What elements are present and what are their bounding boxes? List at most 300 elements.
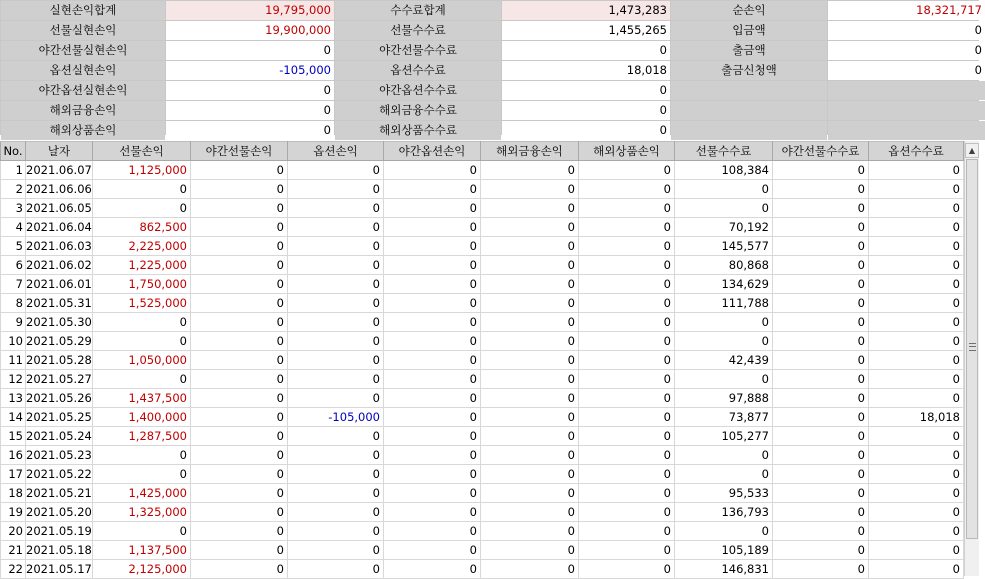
table-row[interactable] [1, 313, 964, 332]
amount-cell: 0 [481, 237, 579, 256]
date-cell: 2021.05.28 [26, 351, 93, 370]
date-cell: 2021.05.19 [26, 522, 93, 541]
summary-panel [0, 0, 982, 137]
summary-label: 야간옵션실현손익 [1, 81, 165, 100]
amount-cell: 0 [869, 199, 964, 218]
amount-cell: 0 [384, 313, 481, 332]
amount-cell: 0 [773, 522, 869, 541]
summary-label: 출금액 [671, 41, 827, 60]
summary-label: 옵션실현손익 [1, 61, 165, 80]
amount-cell: 0 [869, 275, 964, 294]
amount-cell: 0 [191, 180, 288, 199]
row-number-cell: 18 [1, 484, 26, 503]
summary-value: 18,018 [502, 61, 670, 80]
amount-cell: 0 [869, 256, 964, 275]
daily-pnl-table [0, 141, 964, 579]
amount-cell: 0 [579, 180, 675, 199]
amount-cell: 0 [869, 427, 964, 446]
amount-cell: 0 [481, 275, 579, 294]
date-cell: 2021.05.25 [26, 408, 93, 427]
row-number-cell: 9 [1, 313, 26, 332]
amount-cell: 0 [384, 503, 481, 522]
amount-cell: 0 [579, 427, 675, 446]
amount-cell: 0 [773, 408, 869, 427]
row-number-cell: 10 [1, 332, 26, 351]
amount-cell: 0 [384, 275, 481, 294]
amount-cell: 1,050,000 [93, 351, 191, 370]
amount-cell: 0 [869, 465, 964, 484]
amount-cell: 0 [773, 427, 869, 446]
amount-cell: 0 [191, 522, 288, 541]
amount-cell: 95,533 [675, 484, 773, 503]
amount-cell: 1,400,000 [93, 408, 191, 427]
summary-label: 해외상품수수료 [335, 121, 501, 140]
amount-cell: 0 [288, 218, 384, 237]
amount-cell: 0 [191, 294, 288, 313]
row-number-cell: 13 [1, 389, 26, 408]
amount-cell: 0 [93, 370, 191, 389]
amount-cell: 0 [869, 503, 964, 522]
date-cell: 2021.05.27 [26, 370, 93, 389]
amount-cell: 0 [773, 294, 869, 313]
table-row[interactable] [1, 560, 964, 579]
amount-cell: 0 [384, 256, 481, 275]
amount-cell: 0 [93, 465, 191, 484]
amount-cell: 0 [288, 180, 384, 199]
amount-cell: 73,877 [675, 408, 773, 427]
amount-cell: 0 [481, 541, 579, 560]
amount-cell: 0 [384, 332, 481, 351]
amount-cell: 0 [384, 484, 481, 503]
table-row[interactable] [1, 199, 964, 218]
amount-cell: 0 [773, 351, 869, 370]
date-cell: 2021.05.22 [26, 465, 93, 484]
amount-cell: 0 [288, 256, 384, 275]
amount-cell: 0 [191, 275, 288, 294]
amount-cell: 0 [191, 541, 288, 560]
amount-cell: 0 [869, 541, 964, 560]
summary-value: 0 [502, 121, 670, 140]
amount-cell: 0 [481, 408, 579, 427]
amount-cell: 0 [773, 503, 869, 522]
amount-cell: 0 [481, 199, 579, 218]
amount-cell: 0 [579, 294, 675, 313]
summary-value: 0 [166, 101, 334, 120]
table-row[interactable] [1, 161, 964, 180]
amount-cell: 0 [579, 370, 675, 389]
amount-cell: 80,868 [675, 256, 773, 275]
amount-cell: 0 [869, 218, 964, 237]
amount-cell: 0 [93, 199, 191, 218]
summary-value: 19,795,000 [166, 1, 334, 20]
amount-cell: 0 [288, 275, 384, 294]
row-number-cell: 14 [1, 408, 26, 427]
row-number-cell: 5 [1, 237, 26, 256]
amount-cell: 0 [288, 503, 384, 522]
date-cell: 2021.06.05 [26, 199, 93, 218]
amount-cell: 0 [579, 408, 675, 427]
column-header[interactable]: 야간선물손익 [191, 142, 288, 161]
summary-value: 18,321,717 [828, 1, 985, 20]
amount-cell: 0 [773, 275, 869, 294]
amount-cell: 0 [869, 370, 964, 389]
date-cell: 2021.05.26 [26, 389, 93, 408]
summary-value: 0 [828, 61, 985, 80]
summary-value: 0 [166, 81, 334, 100]
summary-label: 해외금융손익 [1, 101, 165, 120]
amount-cell: 0 [288, 313, 384, 332]
amount-cell: 0 [773, 389, 869, 408]
table-row[interactable] [1, 180, 964, 199]
table-body [1, 161, 964, 579]
column-header[interactable]: 선물수수료 [675, 142, 773, 161]
row-number-cell: 19 [1, 503, 26, 522]
amount-cell: 0 [579, 560, 675, 579]
amount-cell: 0 [191, 218, 288, 237]
amount-cell: 0 [579, 161, 675, 180]
amount-cell: 0 [773, 180, 869, 199]
summary-value: 0 [828, 21, 985, 40]
amount-cell: 0 [384, 465, 481, 484]
amount-cell: 0 [93, 332, 191, 351]
table-row[interactable] [1, 237, 964, 256]
amount-cell: 0 [481, 218, 579, 237]
summary-label: 실현손익합계 [1, 1, 165, 20]
row-number-cell: 15 [1, 427, 26, 446]
amount-cell: 0 [869, 237, 964, 256]
scroll-up-arrow-icon[interactable]: ▲ [965, 143, 979, 158]
column-header[interactable]: 옵션수수료 [869, 142, 964, 161]
amount-cell: 0 [675, 313, 773, 332]
summary-label: 출금신청액 [671, 61, 827, 80]
amount-cell: 0 [191, 560, 288, 579]
table-row[interactable] [1, 218, 964, 237]
amount-cell: 0 [191, 503, 288, 522]
date-cell: 2021.05.21 [26, 484, 93, 503]
amount-cell: 0 [384, 351, 481, 370]
amount-cell: 0 [481, 313, 579, 332]
amount-cell: 2,125,000 [93, 560, 191, 579]
amount-cell: 0 [579, 522, 675, 541]
amount-cell: 0 [773, 218, 869, 237]
scroll-grip-icon [969, 343, 976, 351]
table-row[interactable] [1, 522, 964, 541]
amount-cell: 0 [288, 237, 384, 256]
amount-cell: 0 [773, 256, 869, 275]
summary-value: 1,455,265 [502, 21, 670, 40]
amount-cell: 0 [191, 351, 288, 370]
amount-cell: 0 [579, 313, 675, 332]
summary-label: 해외상품손익 [1, 121, 165, 140]
amount-cell: 0 [191, 484, 288, 503]
date-cell: 2021.05.23 [26, 446, 93, 465]
row-number-cell: 21 [1, 541, 26, 560]
amount-cell: 1,425,000 [93, 484, 191, 503]
amount-cell: 0 [481, 294, 579, 313]
amount-cell: 0 [288, 370, 384, 389]
table-row[interactable] [1, 256, 964, 275]
table-header-row [1, 142, 964, 161]
summary-label: 야간옵션수수료 [335, 81, 501, 100]
amount-cell: 105,277 [675, 427, 773, 446]
column-header[interactable]: No. [1, 142, 26, 161]
summary-value: 1,473,283 [502, 1, 670, 20]
date-cell: 2021.05.18 [26, 541, 93, 560]
summary-label: 선물실현손익 [1, 21, 165, 40]
amount-cell: 0 [579, 503, 675, 522]
amount-cell: 0 [481, 332, 579, 351]
amount-cell: 0 [579, 275, 675, 294]
amount-cell: 0 [384, 294, 481, 313]
column-header[interactable]: 선물손익 [93, 142, 191, 161]
amount-cell: 0 [191, 465, 288, 484]
amount-cell: 0 [579, 484, 675, 503]
table-row[interactable] [1, 446, 964, 465]
column-header[interactable]: 해외금융손익 [481, 142, 579, 161]
amount-cell: 0 [384, 408, 481, 427]
amount-cell: 0 [579, 256, 675, 275]
vertical-scrollbar[interactable] [964, 141, 979, 576]
table-row[interactable] [1, 465, 964, 484]
column-header[interactable]: 날자 [26, 142, 93, 161]
amount-cell: 0 [579, 446, 675, 465]
table-row[interactable] [1, 408, 964, 427]
amount-cell: 146,831 [675, 560, 773, 579]
amount-cell: 0 [773, 199, 869, 218]
amount-cell: 0 [288, 541, 384, 560]
row-number-cell: 11 [1, 351, 26, 370]
amount-cell: 0 [384, 218, 481, 237]
amount-cell: 0 [384, 541, 481, 560]
amount-cell: 0 [93, 446, 191, 465]
amount-cell: 0 [869, 180, 964, 199]
amount-cell: 0 [675, 370, 773, 389]
amount-cell: 70,192 [675, 218, 773, 237]
amount-cell: 0 [481, 180, 579, 199]
amount-cell: 0 [384, 237, 481, 256]
summary-label: 야간선물수수료 [335, 41, 501, 60]
amount-cell: 0 [869, 332, 964, 351]
amount-cell: 0 [481, 560, 579, 579]
amount-cell: 0 [288, 332, 384, 351]
amount-cell: 0 [288, 199, 384, 218]
amount-cell: 0 [869, 522, 964, 541]
amount-cell: 0 [384, 180, 481, 199]
date-cell: 2021.06.06 [26, 180, 93, 199]
amount-cell: 108,384 [675, 161, 773, 180]
amount-cell: 1,525,000 [93, 294, 191, 313]
amount-cell: 1,287,500 [93, 427, 191, 446]
column-header[interactable]: 해외상품손익 [579, 142, 675, 161]
amount-cell: 136,793 [675, 503, 773, 522]
row-number-cell: 20 [1, 522, 26, 541]
date-cell: 2021.05.29 [26, 332, 93, 351]
amount-cell: 0 [579, 332, 675, 351]
summary-empty-label [671, 81, 827, 100]
table-row[interactable] [1, 351, 964, 370]
amount-cell: 1,325,000 [93, 503, 191, 522]
table-row[interactable] [1, 275, 964, 294]
amount-cell: 0 [481, 161, 579, 180]
amount-cell: 0 [869, 389, 964, 408]
amount-cell: 0 [191, 446, 288, 465]
summary-value: 0 [828, 41, 985, 60]
amount-cell: 0 [93, 180, 191, 199]
summary-label: 순손익 [671, 1, 827, 20]
date-cell: 2021.06.04 [26, 218, 93, 237]
amount-cell: 0 [288, 427, 384, 446]
row-number-cell: 12 [1, 370, 26, 389]
amount-cell: 18,018 [869, 408, 964, 427]
amount-cell: 0 [869, 161, 964, 180]
summary-label: 입금액 [671, 21, 827, 40]
summary-label: 야간선물실현손익 [1, 41, 165, 60]
amount-cell: 0 [288, 389, 384, 408]
amount-cell: 0 [481, 522, 579, 541]
summary-label: 선물수수료 [335, 21, 501, 40]
amount-cell: 1,225,000 [93, 256, 191, 275]
table-row[interactable] [1, 484, 964, 503]
amount-cell: 0 [869, 351, 964, 370]
row-number-cell: 8 [1, 294, 26, 313]
amount-cell: 0 [288, 465, 384, 484]
date-cell: 2021.06.02 [26, 256, 93, 275]
summary-empty-value [828, 101, 985, 120]
amount-cell: 0 [481, 446, 579, 465]
date-cell: 2021.05.30 [26, 313, 93, 332]
summary-value: -105,000 [166, 61, 334, 80]
amount-cell: 0 [288, 351, 384, 370]
amount-cell: 0 [675, 522, 773, 541]
summary-value: 0 [166, 41, 334, 60]
amount-cell: 0 [869, 313, 964, 332]
amount-cell: 0 [191, 313, 288, 332]
date-cell: 2021.05.17 [26, 560, 93, 579]
amount-cell: 0 [191, 237, 288, 256]
date-cell: 2021.06.07 [26, 161, 93, 180]
table-row[interactable] [1, 541, 964, 560]
row-number-cell: 22 [1, 560, 26, 579]
table-row[interactable] [1, 503, 964, 522]
amount-cell: 0 [675, 199, 773, 218]
amount-cell: 0 [773, 370, 869, 389]
amount-cell: 97,888 [675, 389, 773, 408]
amount-cell: 1,125,000 [93, 161, 191, 180]
amount-cell: 862,500 [93, 218, 191, 237]
amount-cell: 0 [773, 161, 869, 180]
amount-cell: 0 [579, 351, 675, 370]
row-number-cell: 6 [1, 256, 26, 275]
summary-label: 수수료합계 [335, 1, 501, 20]
column-header[interactable]: 야간선물수수료 [773, 142, 869, 161]
table-row[interactable] [1, 370, 964, 389]
amount-cell: 0 [384, 161, 481, 180]
amount-cell: 0 [773, 465, 869, 484]
date-cell: 2021.06.03 [26, 237, 93, 256]
amount-cell: 0 [675, 446, 773, 465]
amount-cell: 42,439 [675, 351, 773, 370]
row-number-cell: 3 [1, 199, 26, 218]
amount-cell: 0 [191, 427, 288, 446]
table-row[interactable] [1, 332, 964, 351]
amount-cell: 134,629 [675, 275, 773, 294]
amount-cell: 0 [288, 161, 384, 180]
amount-cell: 0 [869, 560, 964, 579]
amount-cell: 0 [869, 446, 964, 465]
amount-cell: 0 [579, 541, 675, 560]
amount-cell: 0 [288, 294, 384, 313]
column-header[interactable]: 옵션손익 [288, 142, 384, 161]
amount-cell: 0 [288, 522, 384, 541]
amount-cell: 0 [773, 237, 869, 256]
amount-cell: 0 [773, 313, 869, 332]
amount-cell: 0 [191, 161, 288, 180]
amount-cell: 0 [481, 351, 579, 370]
amount-cell: 0 [384, 522, 481, 541]
amount-cell: 0 [384, 446, 481, 465]
amount-cell: 0 [288, 446, 384, 465]
table-row[interactable] [1, 427, 964, 446]
amount-cell: 0 [191, 256, 288, 275]
amount-cell: 0 [191, 408, 288, 427]
amount-cell: 0 [384, 370, 481, 389]
amount-cell: 0 [288, 484, 384, 503]
table-row[interactable] [1, 294, 964, 313]
table-row[interactable] [1, 389, 964, 408]
summary-value: 0 [502, 41, 670, 60]
amount-cell: 0 [384, 560, 481, 579]
amount-cell: 0 [773, 484, 869, 503]
summary-empty-label [671, 101, 827, 120]
summary-value: 0 [166, 121, 334, 140]
amount-cell: 0 [579, 389, 675, 408]
amount-cell: 0 [773, 560, 869, 579]
amount-cell: 0 [93, 313, 191, 332]
date-cell: 2021.05.24 [26, 427, 93, 446]
amount-cell: 0 [384, 199, 481, 218]
amount-cell: 0 [384, 427, 481, 446]
date-cell: 2021.05.20 [26, 503, 93, 522]
summary-label: 해외금융수수료 [335, 101, 501, 120]
amount-cell: 0 [869, 294, 964, 313]
row-number-cell: 16 [1, 446, 26, 465]
amount-cell: 0 [93, 522, 191, 541]
summary-empty-value [828, 121, 985, 140]
summary-empty-label [671, 121, 827, 140]
amount-cell: 0 [191, 199, 288, 218]
amount-cell: 0 [481, 465, 579, 484]
amount-cell: 0 [481, 484, 579, 503]
amount-cell: 0 [675, 332, 773, 351]
amount-cell: 0 [869, 484, 964, 503]
amount-cell: 0 [579, 218, 675, 237]
column-header[interactable]: 야간옵션손익 [384, 142, 481, 161]
amount-cell: 0 [481, 256, 579, 275]
amount-cell: 1,750,000 [93, 275, 191, 294]
date-cell: 2021.05.31 [26, 294, 93, 313]
amount-cell: 0 [191, 370, 288, 389]
amount-cell: 0 [191, 332, 288, 351]
daily-pnl-table-container[interactable] [0, 141, 964, 576]
amount-cell: 0 [675, 180, 773, 199]
amount-cell: 0 [579, 199, 675, 218]
amount-cell: 0 [481, 503, 579, 522]
amount-cell: 2,225,000 [93, 237, 191, 256]
scrollbar-thumb[interactable] [966, 159, 978, 539]
amount-cell: 1,437,500 [93, 389, 191, 408]
row-number-cell: 1 [1, 161, 26, 180]
amount-cell: 1,137,500 [93, 541, 191, 560]
